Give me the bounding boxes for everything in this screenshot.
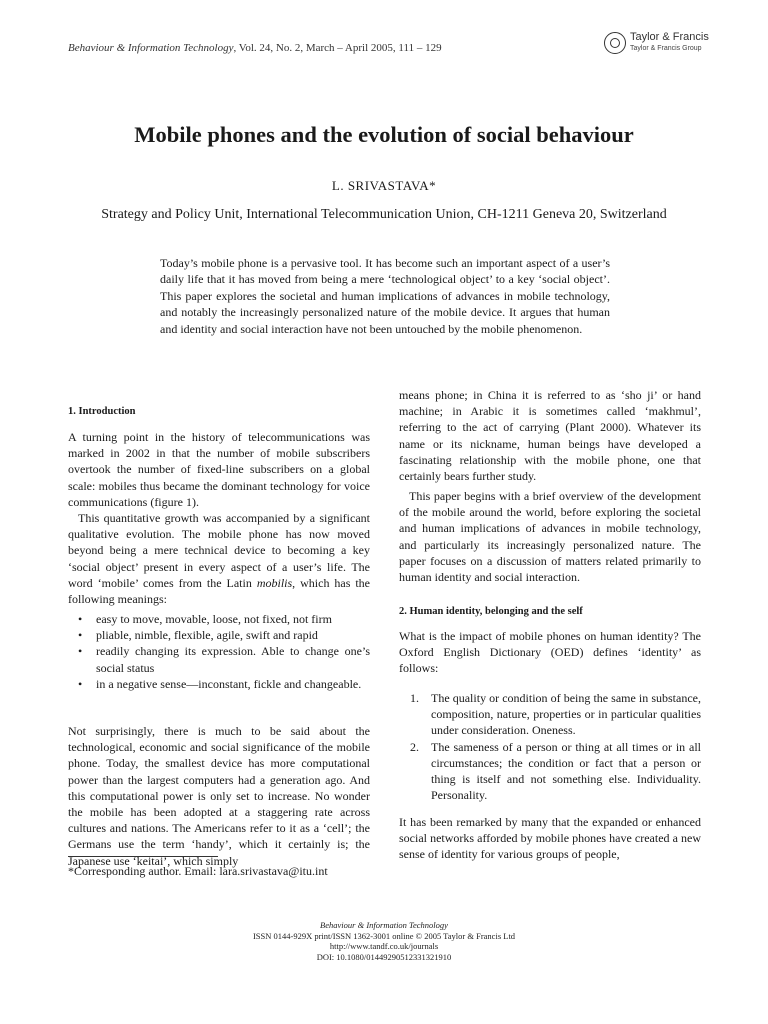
definitions-list — [399, 690, 701, 803]
footer-doi: DOI: 10.1080/01449290512331321910 — [316, 951, 452, 962]
intro-paragraph-2-text: This quantitative growth was accompanied by a significant qualitative evolution. The mobile phone has now moved beyond being a mere technical device to becoming a key ‘social object’ present in every aspect of a user’s life. The word ‘mobile’ comes from the Latin — [68, 511, 370, 590]
paper-title: Mobile phones and the evolution of social behaviour — [134, 122, 634, 147]
oed-paragraph: What is the impact of mobile phones on human identity? The Oxford English Dictionary (OED) defines ‘identity’ as follows: — [399, 629, 701, 676]
definition-text: The quality or condition of being the same in substance, composition, nature, properties or in particular qualities under consideration. Oneness. — [431, 691, 701, 738]
overview-paragraph: This paper begins with a brief overview of the development of the mobile around the world, before exploring the societal and human implications of advances in mobile technology, and particularly its increasingly personalized nature. The paper focuses on a discussion of matters related primarily to human identity and social interaction. — [399, 489, 701, 585]
latin-word: mobilis — [256, 575, 293, 590]
definition-text: The sameness of a person or thing at all times or in all circumstances; the condition or fact that a person or thing is itself and not something else. Individuality. Personality. — [431, 739, 701, 803]
intro-paragraph-1: A turning point in the history of telecommunications was marked in 2002 in that the number of mobile subscribers overtook the number of fixed-line subscribers on a global scale: mobiles thus became the dominant technology for voice communications (figure 1). — [68, 430, 370, 509]
page-footer — [0, 920, 768, 962]
list-item: • in a negative sense—inconstant, fickle and changeable. — [68, 676, 370, 692]
definition-number: 1. — [410, 691, 419, 705]
list-item: • pliable, nimble, flexible, agile, swift and rapid — [68, 627, 370, 643]
list-item: • readily changing its expression. Able to change one’s social status — [68, 643, 370, 675]
list-item — [399, 739, 701, 804]
abstract: Today’s mobile phone is a pervasive tool. It has become such an important aspect of a user’s daily life that it has moved from being a mere ‘technological object’ to a key ‘social object’. This paper explores the societal and human implications of advances in mobile technology, and notably the increasingly personalized nature of the mobile device. It argues that human and identity and social interaction have not been untouched by the mobile phenomenon. — [160, 256, 610, 336]
citation: , Vol. 24, No. 2, March – April 2005, 111 – 129 — [233, 42, 442, 54]
footer-url[interactable]: http://www.tandf.co.uk/journals — [329, 941, 439, 951]
publisher-logo — [604, 30, 714, 58]
affiliation: Strategy and Policy Unit, International Telecommunication Union, CH-1211 Geneva 20, Switzerland — [101, 207, 667, 222]
footnote-divider — [68, 856, 218, 857]
author-name: L. SRIVASTAVA* — [331, 178, 437, 193]
right-paragraph-continued: means phone; in China it is referred to as ‘sho ji’ or hand machine; in Arabic it is sometimes called ‘makhmul’, referring to the act of carrying (Plant 2000). Whatever its name or its nickname, human beings have developed a fascinating relationship with the mobile phone, one that certainly bears further study. — [399, 388, 701, 484]
intro-paragraph-3: Not surprisingly, there is much to be said about the technological, economic and social significance of the mobile phone. Today, the smallest device has more computational power than the largest computers had a generation ago. And this computational power is only set to increase. No wonder the mobile has been adopted at a staggering rate across cultures and nations. The Americans refer to it as a ‘cell’; the Germans use the term ‘handy’, which it certainly is; the Japanese use ‘keitai’, which simply — [68, 724, 370, 868]
logo-line2: Taylor & Francis Group — [630, 45, 702, 52]
intro-paragraph-2-end: , which has the following meanings: — [68, 575, 371, 607]
remarked-paragraph: It has been remarked by many that the expanded or enhanced social networks afforded by mobile phones have created a new sense of identity for various groups of people, — [399, 815, 701, 862]
section-heading-introduction: 1. Introduction — [68, 406, 136, 417]
meanings-list — [68, 611, 370, 692]
definition-number: 2. — [410, 739, 419, 754]
logo-circle-icon — [604, 32, 626, 54]
journal-name: Behaviour & Information Technology — [68, 42, 234, 54]
intro-paragraph-2 — [68, 510, 370, 607]
running-header — [68, 42, 442, 54]
section-heading-identity: 2. Human identity, belonging and the self — [399, 606, 583, 617]
logo-line1: Taylor & Francis — [630, 31, 709, 43]
footnote: *Corresponding author. Email: lara.srivastava@itu.int — [68, 864, 328, 878]
footer-issn: ISSN 0144-929X print/ISSN 1362-3001 online © 2005 Taylor & Francis Ltd — [252, 930, 516, 941]
list-item: • easy to move, movable, loose, not fixed, not firm — [68, 611, 370, 627]
footer-journal: Behaviour & Information Technology — [320, 920, 448, 930]
list-item — [399, 690, 701, 739]
